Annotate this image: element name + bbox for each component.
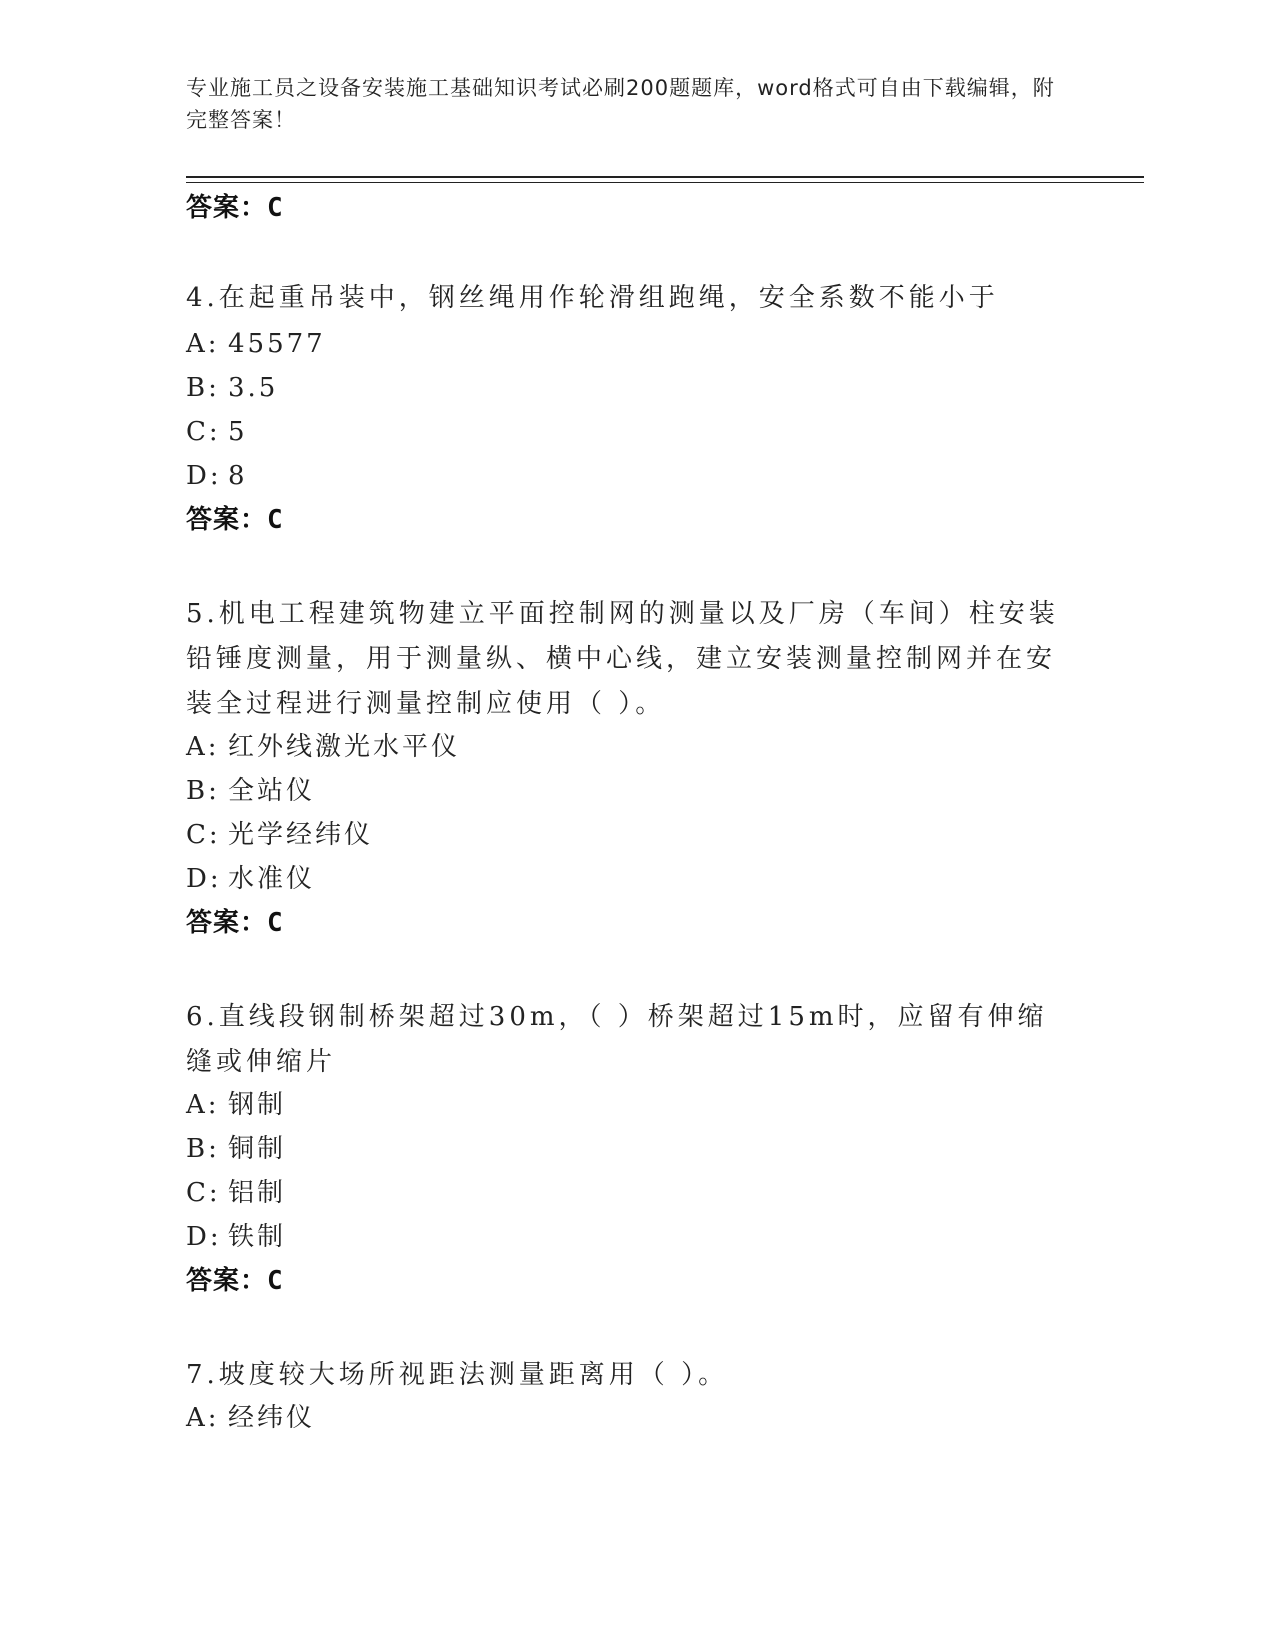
document-header-title: 专业施工员之设备安装施工基础知识考试必刷200题题库，word格式可自由下载编辑，附完整答案！ xyxy=(186,76,1055,132)
question-5-option-c xyxy=(186,817,373,853)
question-4-option-b xyxy=(186,370,278,406)
answer-value: C xyxy=(267,1266,284,1296)
option-letter: D: xyxy=(186,1222,222,1252)
option-letter: A: xyxy=(186,1090,220,1120)
option-text: 45577 xyxy=(228,329,326,359)
option-letter: A: xyxy=(186,732,220,762)
option-text: 水准仪 xyxy=(228,864,316,894)
question-5-option-b xyxy=(186,773,315,809)
option-letter: C: xyxy=(186,417,221,447)
option-text: 5 xyxy=(228,417,248,447)
question-4-text: 4.在起重吊装中，钢丝绳用作轮滑组跑绳，安全系数不能小于 xyxy=(186,283,999,313)
answer-label: 答案： xyxy=(186,193,268,223)
option-letter: C: xyxy=(186,820,221,850)
option-text: 铁制 xyxy=(228,1222,287,1252)
answer-value: C xyxy=(267,505,284,535)
question-5-answer xyxy=(186,905,284,941)
answer-value: C xyxy=(267,908,284,938)
answer-label: 答案： xyxy=(186,1266,268,1296)
header-divider-thin xyxy=(186,182,1144,183)
option-text: 经纬仪 xyxy=(228,1403,316,1433)
option-letter: C: xyxy=(186,1178,221,1208)
answer-label: 答案： xyxy=(186,505,268,535)
option-text: 铜制 xyxy=(228,1134,287,1164)
option-text: 8 xyxy=(228,461,248,491)
answer-line xyxy=(186,190,284,226)
question-4-option-d xyxy=(186,458,248,494)
question-5-text: 5.机电工程建筑物建立平面控制网的测量以及厂房（车间）柱安装铅锤度测量，用于测量纵、横中心线，建立安装测量控制网并在安装全过程进行测量控制应使用（ ）。 xyxy=(186,599,1059,719)
question-6-option-d xyxy=(186,1219,286,1255)
question-4-answer xyxy=(186,502,284,538)
question-6-option-c xyxy=(186,1175,286,1211)
header-divider-thick xyxy=(186,176,1144,178)
option-letter: A: xyxy=(186,329,220,359)
question-5-option-d xyxy=(186,861,315,897)
question-4-option-a xyxy=(186,326,326,362)
question-7-text: 7.坡度较大场所视距法测量距离用（ ）。 xyxy=(186,1360,729,1390)
option-text: 红外线激光水平仪 xyxy=(228,732,461,762)
question-4-option-c xyxy=(186,414,248,450)
option-letter: B: xyxy=(186,1134,220,1164)
option-text: 铝制 xyxy=(228,1178,287,1208)
option-text: 钢制 xyxy=(228,1090,287,1120)
option-text: 光学经纬仪 xyxy=(228,820,374,850)
option-letter: B: xyxy=(186,373,220,403)
question-6-option-a xyxy=(186,1087,286,1123)
option-letter: D: xyxy=(186,461,222,491)
answer-label: 答案： xyxy=(186,908,268,938)
question-5-option-a xyxy=(186,729,460,765)
question-6-text: 6.直线段钢制桥架超过30m，（ ）桥架超过15m时，应留有伸缩缝或伸缩片 xyxy=(186,1002,1048,1077)
option-letter: D: xyxy=(186,864,222,894)
option-text: 全站仪 xyxy=(228,776,316,806)
option-letter: B: xyxy=(186,776,220,806)
question-6-answer xyxy=(186,1263,284,1299)
question-7-option-a xyxy=(186,1400,315,1436)
option-text: 3.5 xyxy=(228,373,279,403)
question-6-option-b xyxy=(186,1131,286,1167)
answer-value: C xyxy=(267,193,284,223)
option-letter: A: xyxy=(186,1403,220,1433)
